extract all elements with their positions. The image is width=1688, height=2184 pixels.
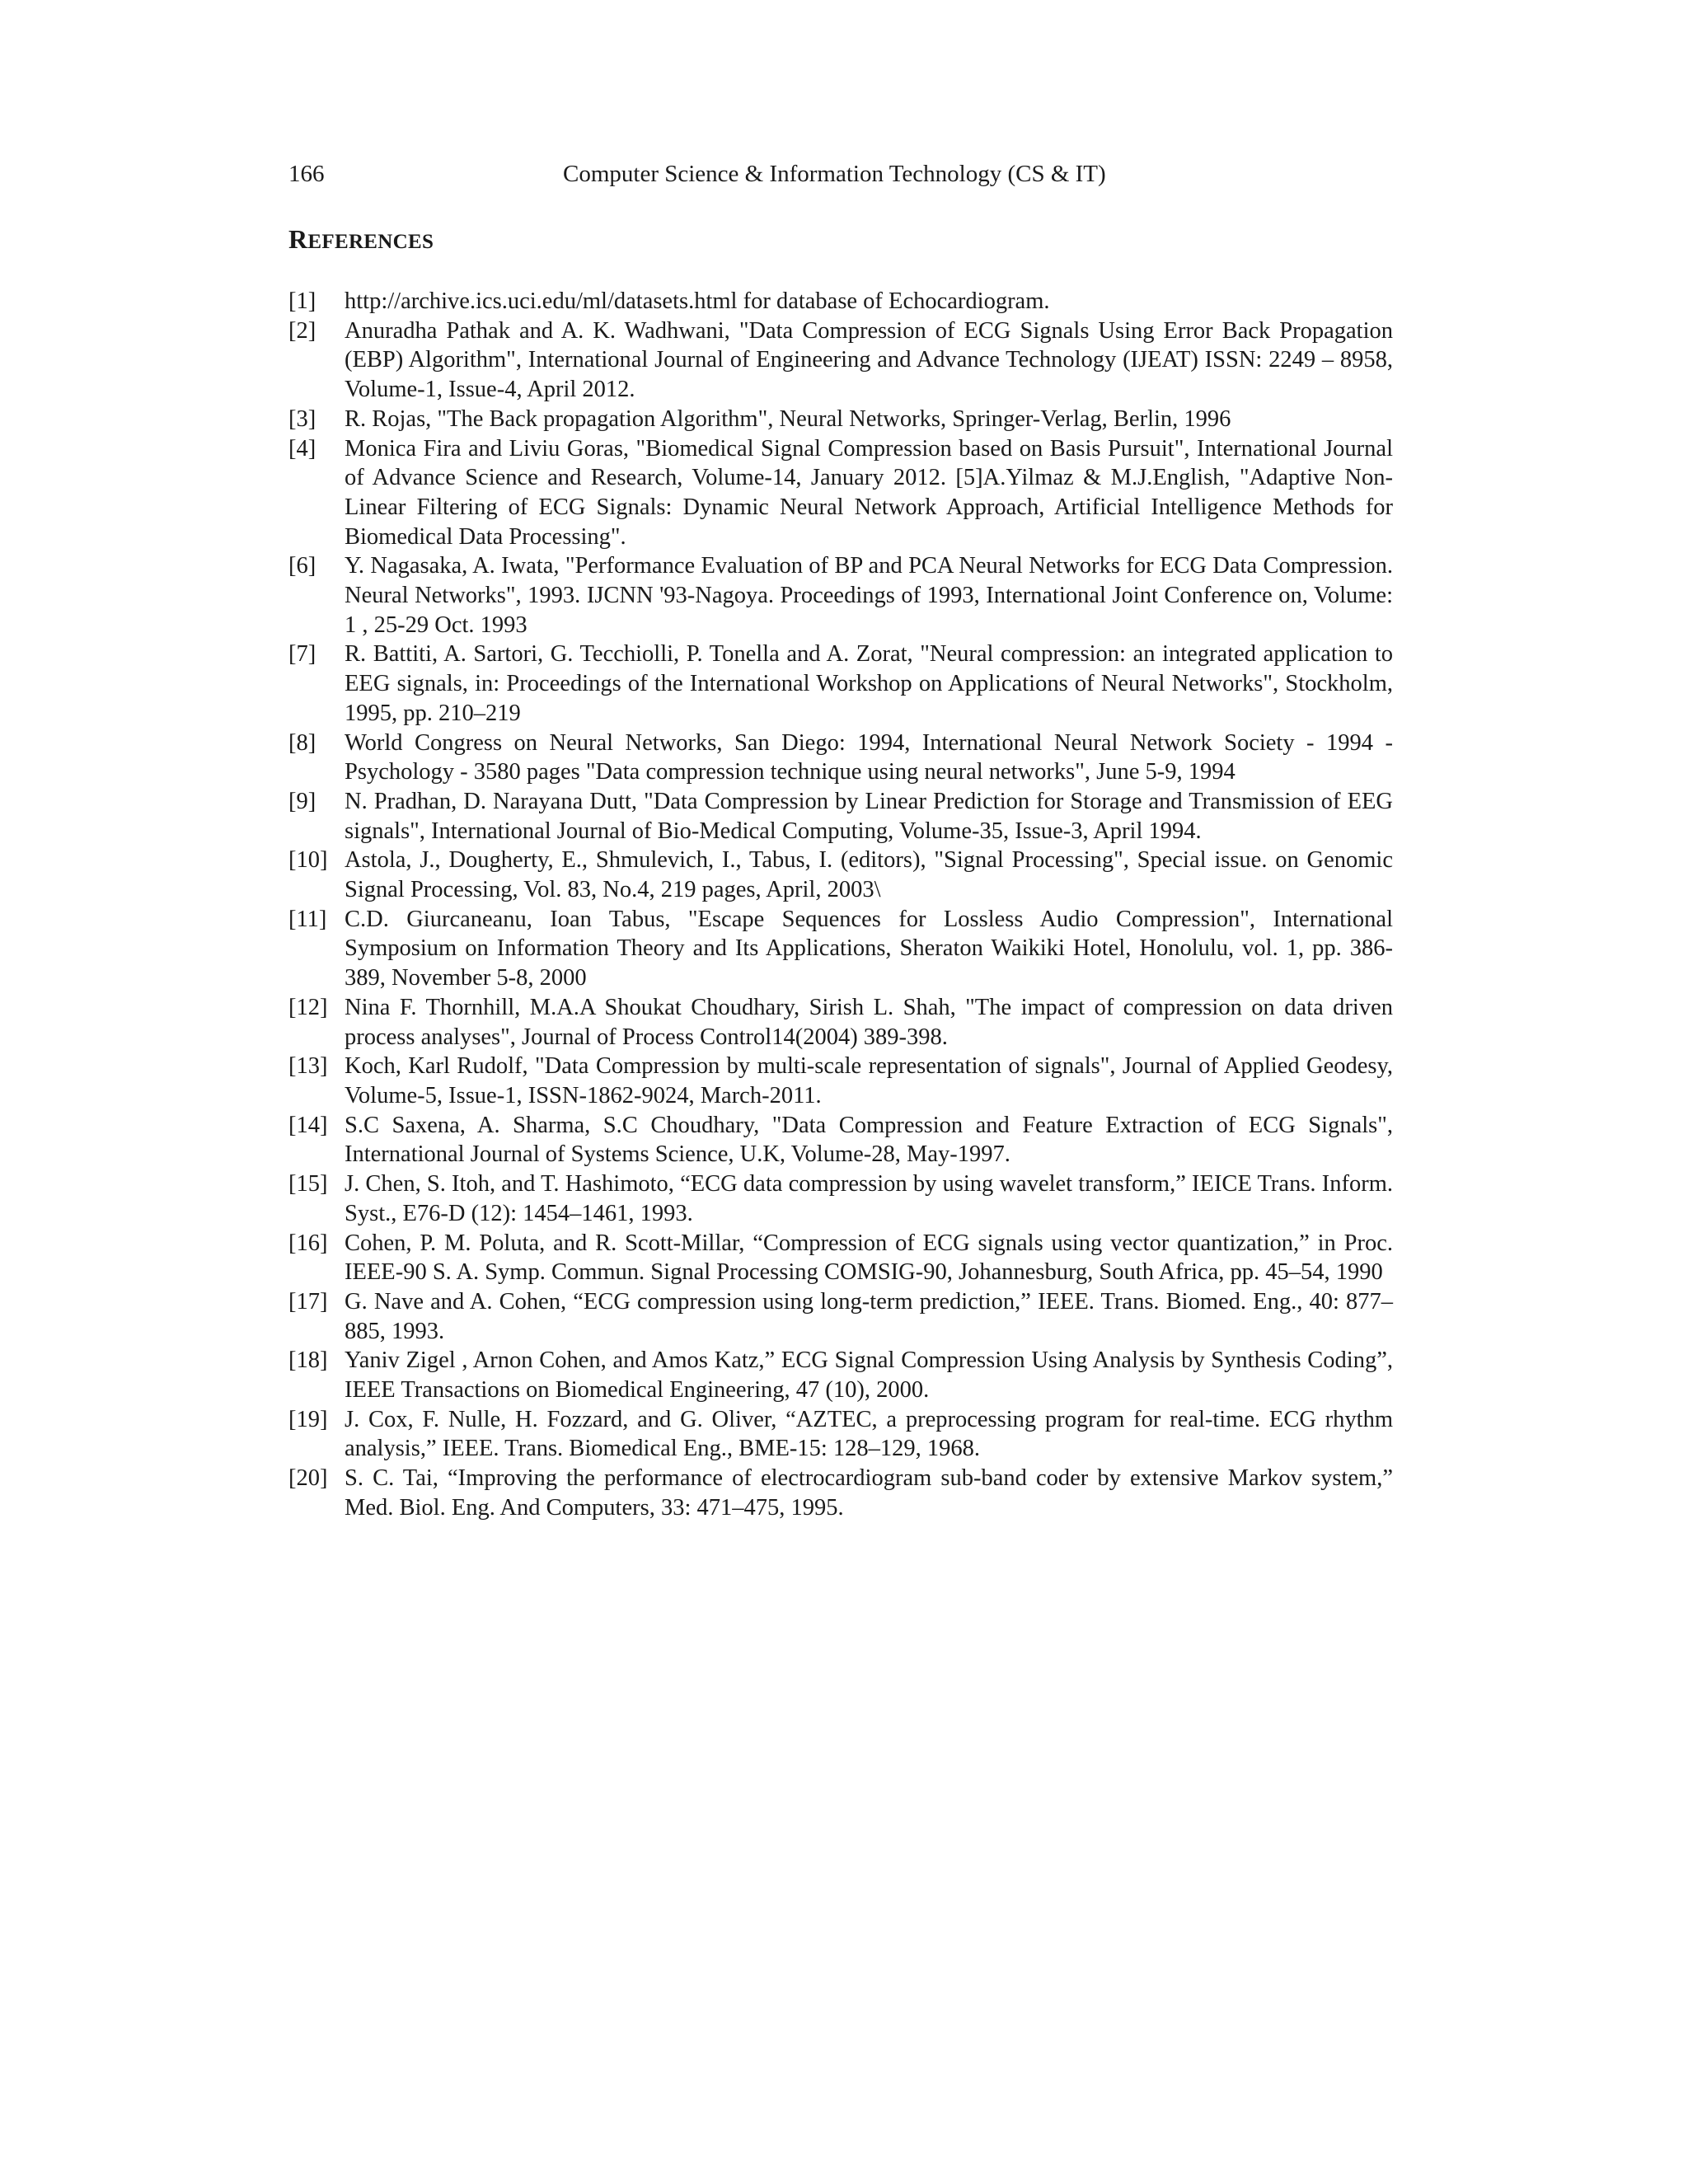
reference-text: Nina F. Thornhill, M.A.A Shoukat Choudhary, Sirish L. Shah, "The impact of compression on data driven process analyses", Journal of Process Control14(2004) 389-398. (345, 994, 1393, 1050)
reference-item-17 (288, 1287, 1393, 1346)
reference-text: Koch, Karl Rudolf, "Data Compression by multi-scale representation of signals", Journal of Applied Geodesy, Volume-5, Issue-1, ISSN-1862-9024, March-2011. (345, 1053, 1393, 1108)
reference-text: N. Pradhan, D. Narayana Dutt, "Data Compression by Linear Prediction for Storage and Transmission of EEG signals", International Journal of Bio-Medical Computing, Volume-35, Issue-3, April 1994. (345, 788, 1393, 844)
reference-label: [1] (288, 288, 316, 314)
reference-label: [10] (288, 847, 328, 874)
reference-text: S. C. Tai, “Improving the performance of electrocardiogram sub-band coder by extensive Markov system,” Med. Biol. Eng. And Computers, 33: 471–475, 1995. (345, 1465, 1393, 1521)
reference-item-16 (288, 1229, 1393, 1287)
reference-item-1 (288, 287, 1393, 316)
reference-text: Y. Nagasaka, A. Iwata, "Performance Evaluation of BP and PCA Neural Networks for ECG Data Compression. Neural Networks", 1993. IJCNN '93-Nagoya. Proceedings of 1993, International Joint Conference on, Volume: 1 , 25-29 Oct. 1993 (345, 553, 1393, 638)
reference-text: G. Nave and A. Cohen, “ECG compression using long-term prediction,” IEEE. Trans. Biomed. Eng., 40: 877–885, 1993. (345, 1288, 1393, 1344)
page-header (288, 161, 1393, 194)
reference-item-18 (288, 1346, 1393, 1404)
references-heading-initial: R (288, 224, 308, 254)
reference-item-10 (288, 846, 1393, 904)
reference-text: C.D. Giurcaneanu, Ioan Tabus, "Escape Sequences for Lossless Audio Compression", International Symposium on Information Theory and Its Applications, Sheraton Waikiki Hotel, Honolulu, vol. 1, pp. 386-389, November 5-8, 2000 (345, 906, 1393, 991)
reference-text: R. Rojas, "The Back propagation Algorithm", Neural Networks, Springer-Verlag, Berlin, 1996 (345, 405, 1231, 432)
reference-text: Astola, J., Dougherty, E., Shmulevich, I., Tabus, I. (editors), "Signal Processing", Special issue. on Genomic Signal Processing, Vol. 83, No.4, 219 pages, April, 2003\ (345, 847, 1393, 903)
reference-label: [9] (288, 788, 316, 814)
reference-text: Anuradha Pathak and A. K. Wadhwani, "Data Compression of ECG Signals Using Error Back Propagation (EBP) Algorithm", International Journal of Engineering and Advance Technology (IJEAT) ISSN: 2249 – 8958, Volume-1, Issue-4, April 2012. (345, 317, 1393, 403)
reference-label: [13] (288, 1053, 328, 1080)
references-heading (288, 224, 434, 255)
running-title: Computer Science & Information Technology (CS & IT) (563, 161, 1106, 187)
reference-label: [20] (288, 1465, 328, 1492)
reference-item-13 (288, 1052, 1393, 1110)
reference-item-9 (288, 787, 1393, 846)
reference-label: [18] (288, 1347, 328, 1374)
reference-item-4 (288, 434, 1393, 552)
reference-label: [2] (288, 317, 316, 344)
page-number: 166 (288, 161, 325, 187)
reference-label: [14] (288, 1112, 328, 1138)
reference-label: [16] (288, 1230, 328, 1256)
reference-item-3 (288, 405, 1393, 434)
reference-item-20 (288, 1464, 1393, 1522)
reference-text: J. Cox, F. Nulle, H. Fozzard, and G. Oliver, “AZTEC, a preprocessing program for real-time. ECG rhythm analysis,” IEEE. Trans. Biomedical Eng., BME-15: 128–129, 1968. (345, 1406, 1393, 1462)
reference-item-14 (288, 1111, 1393, 1169)
reference-text: J. Chen, S. Itoh, and T. Hashimoto, “ECG data compression by using wavelet transform,” IEICE Trans. Inform. Syst., E76-D (12): 1454–1461, 1993. (345, 1171, 1393, 1226)
reference-text: S.C Saxena, A. Sharma, S.C Choudhary, "Data Compression and Feature Extraction of ECG Signals", International Journal of Systems Science, U.K, Volume-28, May-1997. (345, 1112, 1393, 1168)
reference-text: Cohen, P. M. Poluta, and R. Scott-Millar, “Compression of ECG signals using vector quantization,” in Proc. IEEE-90 S. A. Symp. Commun. Signal Processing COMSIG-90, Johannesburg, South Africa, pp. 45–54, 1990 (345, 1230, 1393, 1286)
reference-label: [4] (288, 435, 316, 462)
reference-item-6 (288, 551, 1393, 640)
reference-item-12 (288, 993, 1393, 1052)
reference-item-15 (288, 1169, 1393, 1228)
reference-item-8 (288, 729, 1393, 787)
reference-text: R. Battiti, A. Sartori, G. Tecchiolli, P. Tonella and A. Zorat, "Neural compression: an integrated application to EEG signals, in: Proceedings of the International Workshop on Applications of Neural Networks", Stockholm, 1995, pp. 210–219 (345, 641, 1393, 726)
reference-item-11 (288, 905, 1393, 993)
reference-item-19 (288, 1405, 1393, 1464)
reference-item-2 (288, 316, 1393, 405)
reference-item-7 (288, 640, 1393, 728)
reference-label: [15] (288, 1171, 328, 1197)
reference-label: [17] (288, 1288, 328, 1315)
reference-text: Yaniv Zigel , Arnon Cohen, and Amos Katz,” ECG Signal Compression Using Analysis by Synthesis Coding”, IEEE Transactions on Biomedical Engineering, 47 (10), 2000. (345, 1347, 1393, 1404)
reference-label: [11] (288, 906, 327, 932)
reference-text: http://archive.ics.uci.edu/ml/datasets.html for database of Echocardiogram. (345, 288, 1050, 314)
reference-list (288, 287, 1393, 1523)
reference-label: [19] (288, 1406, 328, 1432)
reference-label: [8] (288, 729, 316, 756)
reference-label: [7] (288, 641, 316, 668)
reference-label: [6] (288, 553, 316, 579)
reference-label: [12] (288, 994, 328, 1020)
references-heading-rest: EFERENCES (307, 231, 434, 253)
reference-text: Monica Fira and Liviu Goras, "Biomedical Signal Compression based on Basis Pursuit", International Journal of Advance Science and Research, Volume-14, January 2012. [5]A.Yilmaz & M.J.English, "Adaptive Non-Linear Filtering of ECG Signals: Dynamic Neural Network Approach, Artificial Intelligence Methods for Biomedical Data Processing". (345, 435, 1393, 550)
reference-text: World Congress on Neural Networks, San Diego: 1994, International Neural Network Society - 1994 - Psychology - 3580 pages "Data compression technique using neural networks", June 5-9, 1994 (345, 729, 1393, 785)
reference-label: [3] (288, 405, 316, 432)
